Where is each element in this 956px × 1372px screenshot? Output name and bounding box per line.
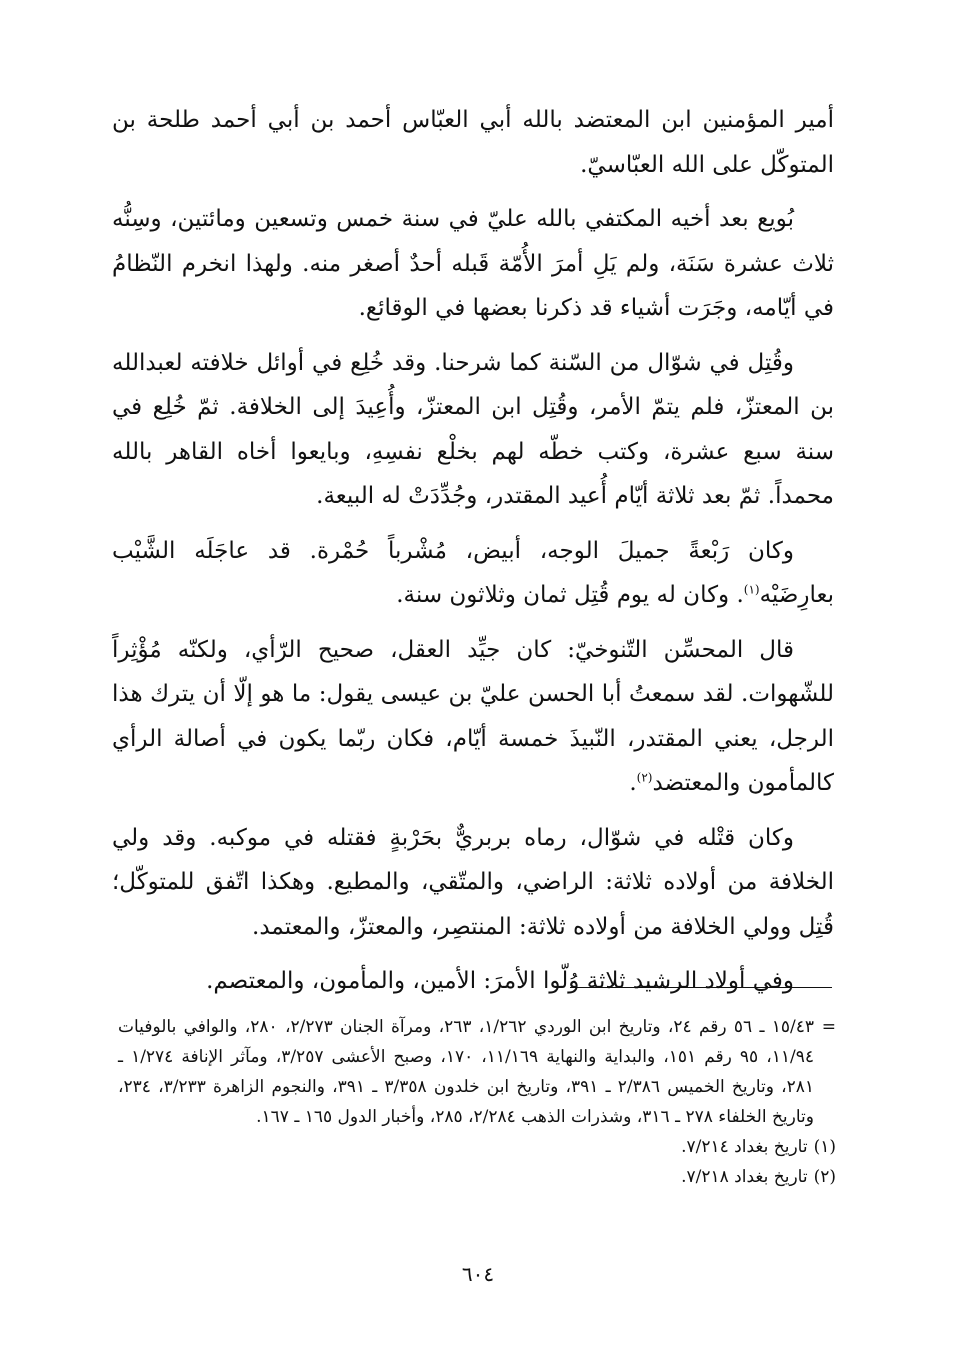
paragraph-death: وكان قتْله في شوّال، رماه بربريٌّ بحَرْبةٍ فقتله في موكبه. وقد ولي الخلافة من أولاده ثلاثة: الراضي، والمتّقي، والمطيع. وهكذا اتّفق للمتوكّل؛ قُتِل وولي الخلافة من أولاده ثلاثة: المنتصِر، والمعتزّ، والمعتمد.	[112, 824, 834, 940]
page-number: ٦٠٤	[461, 1262, 495, 1286]
footnote-reference-2: (٢)	[636, 770, 653, 785]
footnote-continuation-text: ١٥/٤٣ ـ ٥٦ رقم ٢٤، وتاريخ ابن الوردي ١/٢٦٢، ٢٦٣، ومرآة الجنان ٢/٢٧٣، ٢٨٠، والوافي بالوفيات ١١/٩٤، ٩٥ رقم ١٥١، والبداية والنهاية ١١/١٦٩، ١٧٠، وصبح الأعشى ٣/٢٥٧، ومآثر الإنافة ١/٢٧٤ ـ ٢٨١، وتاريخ الخميس ٢/٣٨٦ ـ ٣٩١، وتاريخ ابن خلدون ٣/٣٥٨ ـ ٣٩١، والنجوم الزاهرة ٣/٢٣٣، ٢٣٤، وتاريخ الخلفاء ٢٧٨ ـ ٣١٦، وشذرات الذهب ٢/٢٨٤، ٢٨٥، وأخبار الدول ١٦٥ ـ ١٦٧.	[118, 1017, 815, 1127]
paragraph-accession: بُويع بعد أخيه المكتفي بالله عليّ في سنة خمس وتسعين ومائتين، وسِنُّه ثلاث عشرة سَنَة، ولم يَلِ أمرَ الأُمّة قَبله أحدٌ أصغر منه. ولهذا انخرم النّظامُ في أيّامه، وجَرَت أشياء قد ذكرنا بعضها في الوقائع.	[112, 206, 834, 321]
footnote-text: تاريخ بغداد ٧/٢١٤.	[681, 1137, 808, 1157]
footnote-number: (٢)	[813, 1167, 836, 1187]
text-segment: .	[629, 770, 637, 796]
paragraph-deposition: وقُتِل في شوّال من السّنة كما شرحنا. وقد خُلِع في أوائل خلافته لعبدالله بن المعتزّ، فلم يتمّ الأمر، وقُتِل ابن المعتزّ، وأُعِيدَ إلى الخلافة. ثمّ خُلِع في سنة سبع عشرة، وكتب خطّه لهم بخلْع نفسِهِ، وبايعوا أخاه القاهر بالله محمداً. ثمّ بعد ثلاثة أيّام أُعيد المقتدر، وجُدِّدَتْ له البيعة.	[112, 349, 834, 509]
text-segment: . وكان له يوم قُتِل ثمان وثلاثون سنة.	[396, 582, 744, 608]
footnote-continuation	[118, 1012, 836, 1132]
main-text	[112, 98, 834, 1004]
footnote-number: (١)	[813, 1137, 836, 1157]
footnotes	[118, 1012, 836, 1192]
continuation-dash: =	[821, 1017, 836, 1037]
paragraph-description	[112, 529, 834, 618]
footnote-2	[118, 1162, 836, 1192]
paragraph-tanukhi-quote	[112, 628, 834, 806]
paragraph-title-continuation: أمير المؤمنين ابن المعتضد بالله أبي العبّاس أحمد بن أبي أحمد طلحة بن المتوكّل على الله العبّاسيّ.	[112, 107, 834, 178]
footnote-reference-1: (١)	[743, 582, 760, 597]
footnote-1	[118, 1132, 836, 1162]
footnote-text: تاريخ بغداد ٧/٢١٨.	[681, 1167, 808, 1187]
footnote-separator	[570, 987, 832, 988]
paragraph-rashid-sons: وفي أولاد الرشيد ثلاثة وُلّوا الأمرَ: الأمين، والمأمون، والمعتصم.	[206, 968, 794, 994]
text-segment: وكان رَبْعةً جميلَ الوجه، أبيض، مُشْرباً حُمْرة. قد عاجَلَه الشَّيْب بعارِضَيْه	[112, 537, 834, 608]
text-segment: قال المحسِّن التّنوخيّ: كان جيِّد العقل، صحيح الرّأي، ولكنّه مُؤْثِراً للشّهوات. لقد سمعتُ أبا الحسن عليّ بن عيسى يقول: ما هو إلّا أن يترك هذا الرجل، يعني المقتدر، النّبيذَ خمسة أيّام، فكان ربّما يكون في أصالة الرأي كالمأمون والمعتضد	[112, 636, 834, 796]
